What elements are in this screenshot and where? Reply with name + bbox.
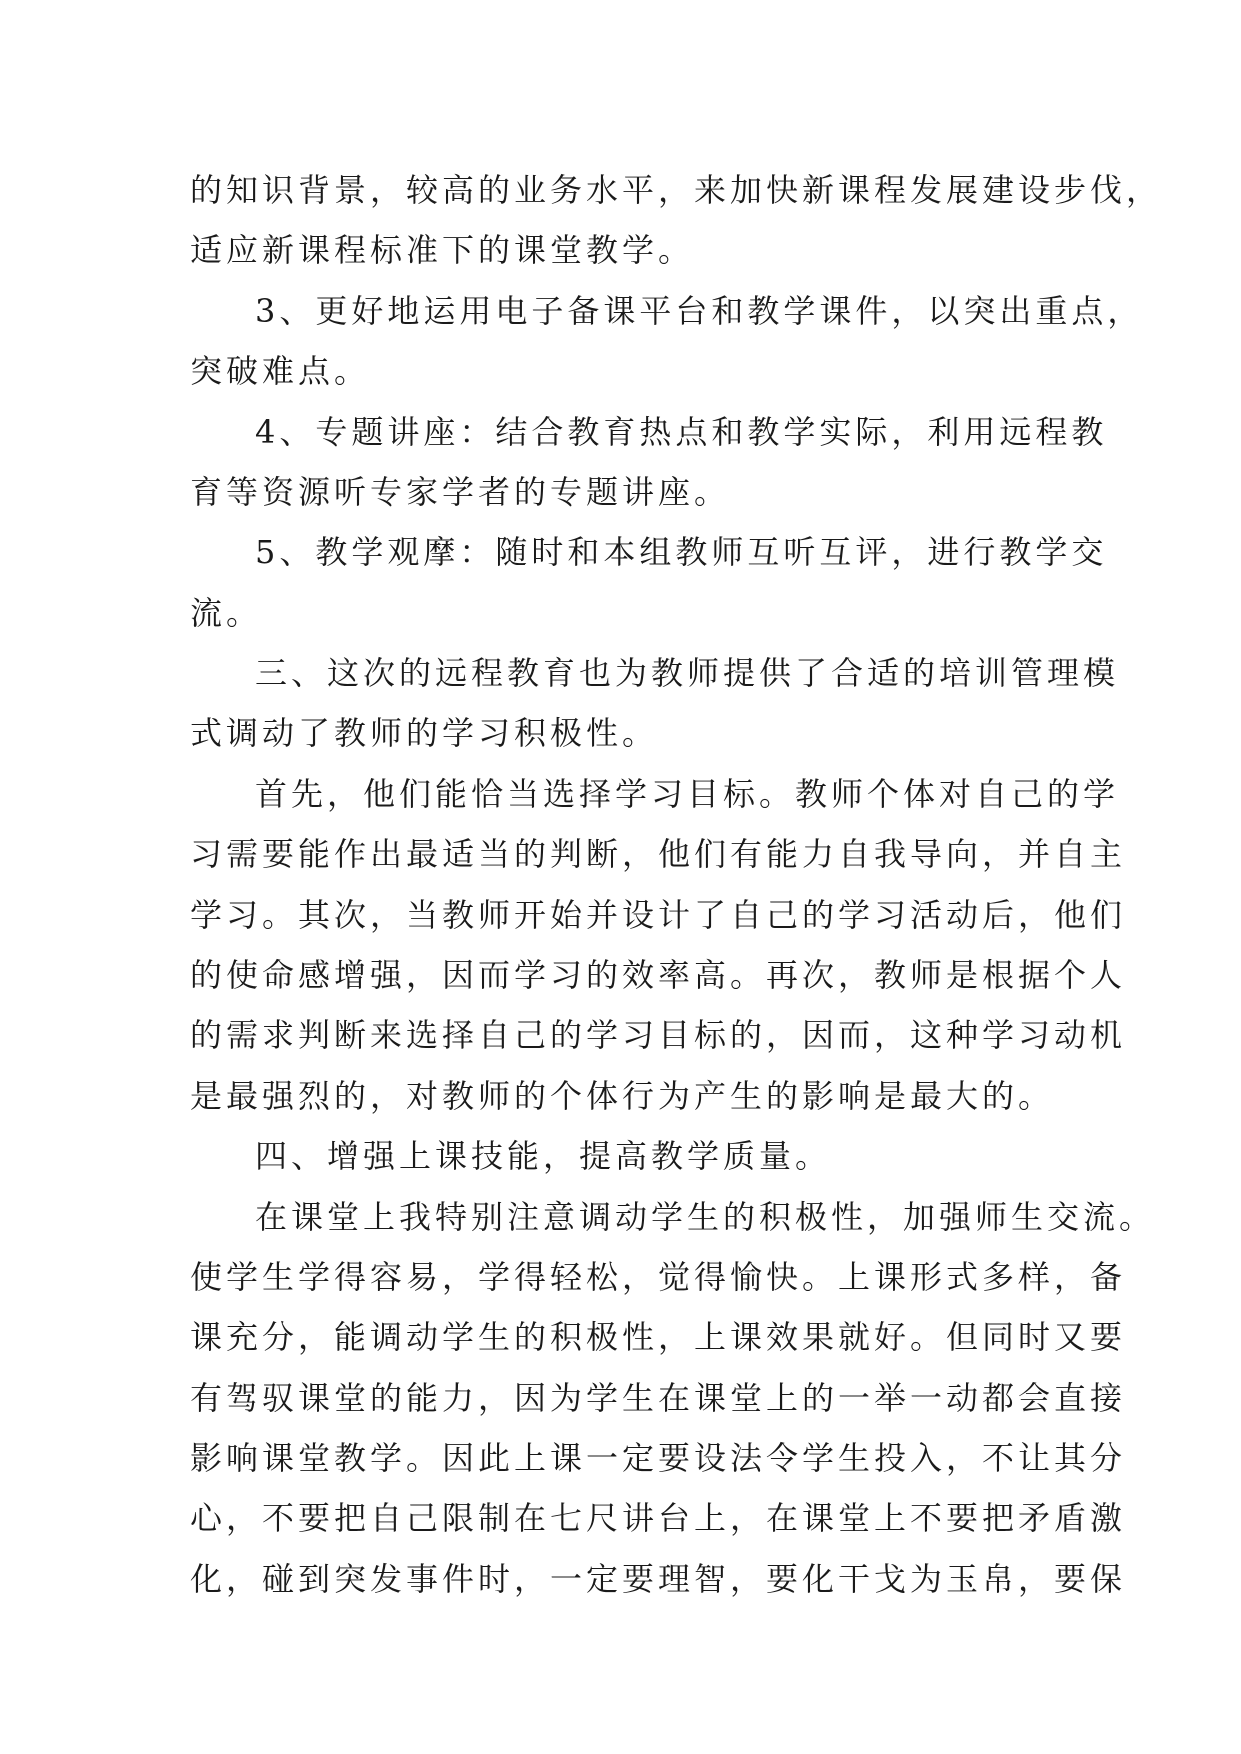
text-line: 首先，他们能恰当选择学习目标。教师个体对自己的学	[255, 775, 1120, 813]
text-line: 的需求判断来选择自己的学习目标的，因而，这种学习动机	[190, 1016, 1127, 1054]
text-line: 3、更好地运用电子备课平台和教学课件，以突出重点，	[255, 292, 1144, 330]
text-line: 化，碰到突发事件时，一定要理智，要化干戈为玉帛，要保	[190, 1560, 1127, 1598]
text-line: 心，不要把自己限制在七尺讲台上，在课堂上不要把矛盾激	[190, 1499, 1127, 1537]
text-line: 流。	[190, 594, 263, 632]
text-line: 5、教学观摩：随时和本组教师互听互评，进行教学交	[255, 533, 1108, 571]
text-line: 4、专题讲座：结合教育热点和教学实际，利用远程教	[255, 413, 1108, 451]
text-line: 使学生学得容易，学得轻松，觉得愉快。上课形式多样，备	[190, 1258, 1127, 1296]
text-line: 学习。其次，当教师开始并设计了自己的学习活动后，他们	[190, 896, 1127, 934]
text-line: 突破难点。	[190, 352, 371, 390]
text-line: 影响课堂教学。因此上课一定要设法令学生投入，不让其分	[190, 1439, 1127, 1477]
text-line: 课充分，能调动学生的积极性，上课效果就好。但同时又要	[190, 1318, 1127, 1356]
text-line: 育等资源听专家学者的专题讲座。	[190, 473, 731, 511]
text-line: 习需要能作出最适当的判断，他们有能力自我导向，并自主	[190, 835, 1127, 873]
text-line: 四、增强上课技能，提高教学质量。	[255, 1137, 832, 1175]
text-line: 有驾驭课堂的能力，因为学生在课堂上的一举一动都会直接	[190, 1379, 1127, 1417]
text-line: 是最强烈的，对教师的个体行为产生的影响是最大的。	[190, 1077, 1055, 1115]
text-line: 三、这次的远程教育也为教师提供了合适的培训管理模	[255, 654, 1120, 692]
text-line: 的使命感增强，因而学习的效率高。再次，教师是根据个人	[190, 956, 1127, 994]
text-line: 适应新课程标准下的课堂教学。	[190, 231, 695, 269]
text-line: 式调动了教师的学习积极性。	[190, 714, 659, 752]
text-line: 的知识背景，较高的业务水平，来加快新课程发展建设步伐，	[190, 171, 1163, 209]
text-line: 在课堂上我特别注意调动学生的积极性，加强师生交流。	[255, 1198, 1156, 1236]
